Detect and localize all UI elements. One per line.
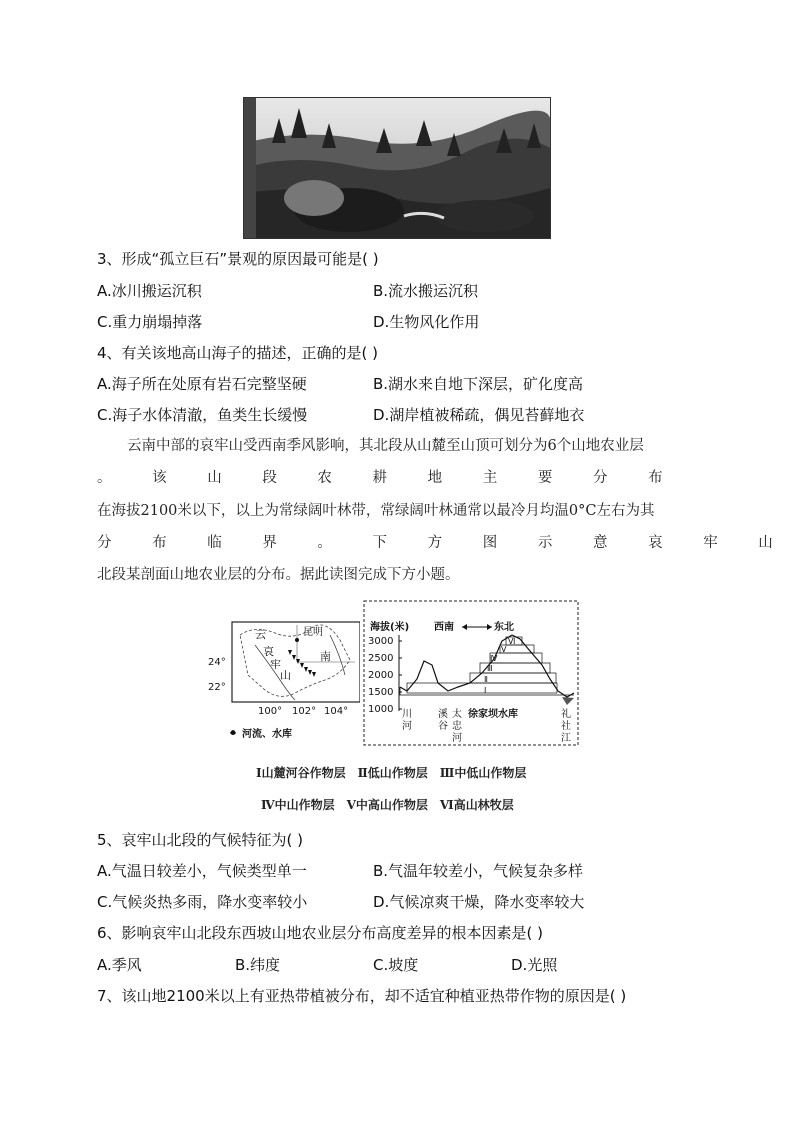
layer-mark-4: Ⅳ [490,654,498,663]
map-lon-104: 104° [324,706,349,717]
elevation-profile [362,599,580,747]
profile-tick-2000: 2000 [368,670,394,681]
q3-stem: 3、形成“孤立巨石”景观的原因最可能是( ) [97,250,379,268]
map-lon-100: 100° [258,706,283,717]
map-label-yun: 云 [255,628,266,641]
place-taizhonghe: 太忠河 [452,709,462,744]
map-lon-102: 102° [292,706,317,717]
layer-legend-row-2: Ⅳ中山作物层 Ⅴ中高山作物层 Ⅵ高山林牧层 [261,798,514,812]
layer-mark-5: Ⅴ [501,645,507,654]
q3-option-b[interactable]: B.流水搬运沉积 [373,282,479,300]
q7-stem: 7、该山地2100米以上有亚热带植被分布，却不适宜种植亚热带作物的原因是( ) [97,987,627,1005]
place-chuanhe: 川河 [402,709,412,732]
map-label-lao: 牢 [270,658,281,671]
q5-stem: 5、哀牢山北段的气候特征为( ) [97,831,304,849]
layer-mark-3: Ⅲ [487,664,493,673]
q6-stem: 6、影响哀牢山北段东西坡山地农业层分布高度差异的根本因素是( ) [97,924,544,942]
river-legend-icon [230,730,236,735]
q6-option-b[interactable]: B.纬度 [235,956,281,974]
profile-y-title: 海拔(米) [370,622,410,633]
q6-option-a[interactable]: A.季风 [97,956,142,974]
passage-line-2: 。 该 山 段 农 耕 地 主 要 分 布 [97,470,663,486]
location-map [200,605,360,750]
q4-option-d[interactable]: D.湖岸植被稀疏，偶见苔藓地衣 [373,406,585,424]
place-lishejiang: 礼社江 [561,709,571,744]
q3-option-a[interactable]: A.冰川搬运沉积 [97,282,202,300]
q5-option-a[interactable]: A.气温日较差小，气候类型单一 [97,862,307,880]
passage-line-1: 云南中部的哀牢山受西南季风影响，其北段从山麓至山顶可划分为6个山地农业层 [127,438,644,454]
profile-dir-ne: 东北 [494,622,514,633]
profile-tick-3000: 3000 [368,636,394,647]
q5-option-d[interactable]: D.气候凉爽干燥，降水变率较大 [373,893,585,911]
q3-option-d[interactable]: D.生物风化作用 [373,313,480,331]
layer-mark-6: Ⅵ [508,637,516,646]
map-legend-label: 河流、水库 [242,729,292,740]
q3-option-c[interactable]: C.重力崩塌掉落 [97,313,203,331]
q4-option-b[interactable]: B.湖水来自地下深层，矿化度高 [373,375,584,393]
profile-tick-2500: 2500 [368,653,394,664]
q4-stem: 4、有关该地高山海子的描述，正确的是( ) [97,344,379,362]
map-label-shan: 山 [280,669,291,682]
profile-dir-sw: 西南 [434,622,454,633]
landscape-photo [243,97,551,239]
q4-option-a[interactable]: A.海子所在处原有岩石完整坚硬 [97,375,307,393]
map-lat-22: 22° [208,682,226,693]
passage-line-5: 北段某剖面山地农业层的分布。据此读图完成下方小题。 [97,567,460,583]
layer-mark-1: Ⅰ [484,686,487,695]
place-xujiaba: 徐家坝水库 [468,709,518,720]
q5-option-b[interactable]: B.气温年较差小，气候复杂多样 [373,862,584,880]
q4-option-c[interactable]: C.海子水体清澈，鱼类生长缓慢 [97,406,308,424]
map-label-kunming: 昆明 [303,627,323,638]
passage-line-3: 在海拔2100米以下，以上为常绿阔叶林带，常绿阔叶林通常以最冷月均温0°C左右为其 [97,503,655,519]
place-xigu: 溪谷 [438,709,448,732]
passage-line-4: 分 布 临 界 。 下 方 图 示 意 哀 牢 山 [97,535,773,551]
layer-legend-row-1: Ⅰ山麓河谷作物层 Ⅱ低山作物层 Ⅲ中低山作物层 [256,766,527,780]
layer-mark-2: Ⅱ [484,675,488,684]
q6-option-d[interactable]: D.光照 [511,956,558,974]
map-label-nan: 南 [320,650,331,663]
profile-tick-1000: 1000 [368,704,394,715]
map-label-ai: 哀 [263,645,274,658]
q6-option-c[interactable]: C.坡度 [373,956,419,974]
profile-tick-1500: 1500 [368,687,394,698]
q5-option-c[interactable]: C.气候炎热多雨，降水变率较小 [97,893,308,911]
map-lat-24: 24° [208,657,226,668]
